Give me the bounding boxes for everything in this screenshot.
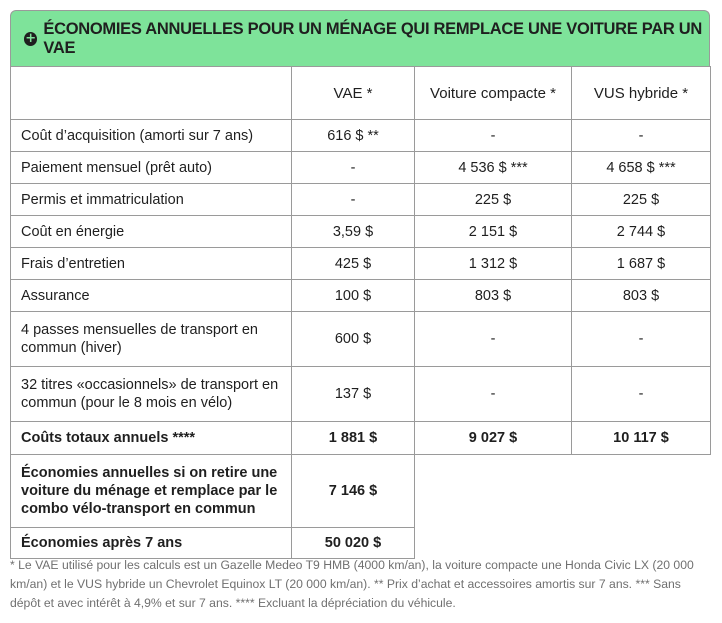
cell-compacte: 1 312 $ [415,248,572,280]
table-row [11,367,711,422]
annual-savings-row [11,455,711,528]
row-label: Coût en énergie [11,216,292,248]
seven-year-savings-value: 50 020 $ [292,528,415,559]
cell-vus: 4 658 $ *** [572,152,711,184]
table-row [11,120,711,152]
row-label: Frais d’entretien [11,248,292,280]
cell-vus: 1 687 $ [572,248,711,280]
cell-vae: 425 $ [292,248,415,280]
row-label: Permis et immatriculation [11,184,292,216]
row-label: Assurance [11,280,292,312]
table-title: ÉCONOMIES ANNUELLES POUR UN MÉNAGE QUI REMPLACE UNE VOITURE PAR UN VAE [43,19,702,57]
cell-compacte: 2 151 $ [415,216,572,248]
totals-label: Coûts totaux annuels **** [11,422,292,455]
cell-compacte: 803 $ [415,280,572,312]
column-header-row [11,67,711,120]
cell-vae: - [292,184,415,216]
table-row [11,184,711,216]
cell-vus: - [572,120,711,152]
cell-vus: 2 744 $ [572,216,711,248]
total-vus: 10 117 $ [572,422,711,455]
cell-compacte: 4 536 $ *** [415,152,572,184]
column-header-compacte: Voiture compacte * [415,67,572,120]
cell-vus: - [572,312,711,367]
row-label: Paiement mensuel (prêt auto) [11,152,292,184]
seven-year-savings-label: Économies après 7 ans [11,528,292,559]
cell-vae: 137 $ [292,367,415,422]
table-row [11,280,711,312]
empty-area [415,455,711,559]
table-row [11,312,711,367]
cell-vus: 803 $ [572,280,711,312]
column-header-empty [11,67,292,120]
cell-compacte: - [415,312,572,367]
table-row [11,248,711,280]
annual-savings-value: 7 146 $ [292,455,415,528]
row-label: Coût d’acquisition (amorti sur 7 ans) [11,120,292,152]
row-label: 32 titres «occasionnels» de transport en commun (pour le 8 mois en vélo) [11,367,292,422]
cell-vae: 600 $ [292,312,415,367]
cell-compacte: - [415,367,572,422]
table-row [11,152,711,184]
column-header-vae: VAE * [292,67,415,120]
annual-savings-label: Économies annuelles si on retire une voiture du ménage et remplace par le combo vélo-transport en commun [11,455,292,528]
cell-vus: - [572,367,711,422]
cell-compacte: 225 $ [415,184,572,216]
cell-vae: - [292,152,415,184]
total-vae: 1 881 $ [292,422,415,455]
cell-vae: 616 $ ** [292,120,415,152]
plus-circle-icon: + [25,30,37,46]
savings-table-card [10,10,710,559]
totals-row [11,422,711,455]
cell-vae: 100 $ [292,280,415,312]
table-row [11,216,711,248]
savings-table [10,66,711,559]
cell-compacte: - [415,120,572,152]
total-compacte: 9 027 $ [415,422,572,455]
cell-vus: 225 $ [572,184,711,216]
row-label: 4 passes mensuelles de transport en commun (hiver) [11,312,292,367]
column-header-vus: VUS hybride * [572,67,711,120]
table-header-banner [10,10,710,66]
cell-vae: 3,59 $ [292,216,415,248]
footnote: * Le VAE utilisé pour les calculs est un Gazelle Medeo T9 HMB (4000 km/an), la voiture compacte une Honda Civic LX (20 000 km/an) et le VUS hybride un Chevrolet Equinox LT (20 000 km/an). ** Prix d’achat et accessoires amortis sur 7 ans. *** Sans dépôt et avec intérêt à 4,9% et sur 7 ans. **** Excluant la dépréciation du véhicule. [10,558,694,610]
